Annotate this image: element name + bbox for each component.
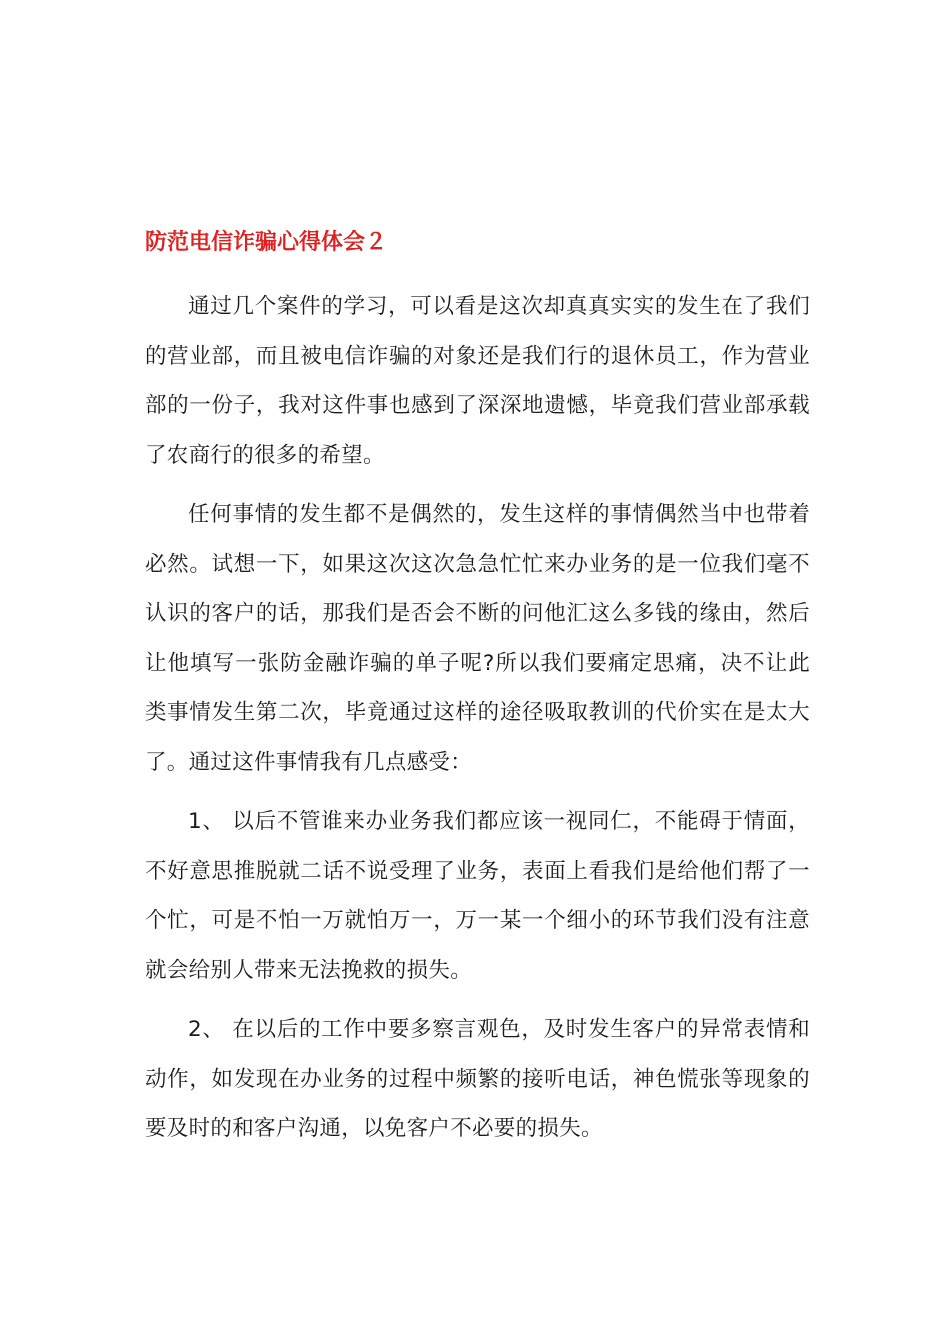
paragraph-4: 2、 在以后的工作中要多察言观色，及时发生客户的异常表情和动作，如发现在办业务的过程中频繁的接听电话，神色慌张等现象的要及时的和客户沟通，以免客户不必要的损失。 bbox=[145, 1017, 810, 1141]
document-body bbox=[145, 282, 810, 1164]
paragraph-1: 通过几个案件的学习，可以看是这次却真真实实的发生在了我们的营业部，而且被电信诈骗的对象还是我们行的退休员工，作为营业部的一份子，我对这件事也感到了深深地遗憾，毕竟我们营业部承载了农商行的很多的希望。 bbox=[145, 294, 810, 468]
paragraph-2: 任何事情的发生都不是偶然的，发生这样的事情偶然当中也带着必然。试想一下，如果这次这次急急忙忙来办业务的是一位我们毫不认识的客户的话，那我们是否会不断的问他汇这么多钱的缘由，然后让他填写一张防金融诈骗的单子呢?所以我们要痛定思痛，决不让此类事情发生第二次，毕竟通过这样的途径吸取教训的代价实在是太大了。通过这件事情我有几点感受： bbox=[145, 502, 810, 775]
paragraph-3: 1、 以后不管谁来办业务我们都应该一视同仁，不能碍于情面，不好意思推脱就二话不说受理了业务，表面上看我们是给他们帮了一个忙，可是不怕一万就怕万一，万一某一个细小的环节我们没有注意就会给别人带来无法挽救的损失。 bbox=[145, 809, 810, 983]
document-title: 防范电信诈骗心得体会２ bbox=[145, 230, 388, 255]
